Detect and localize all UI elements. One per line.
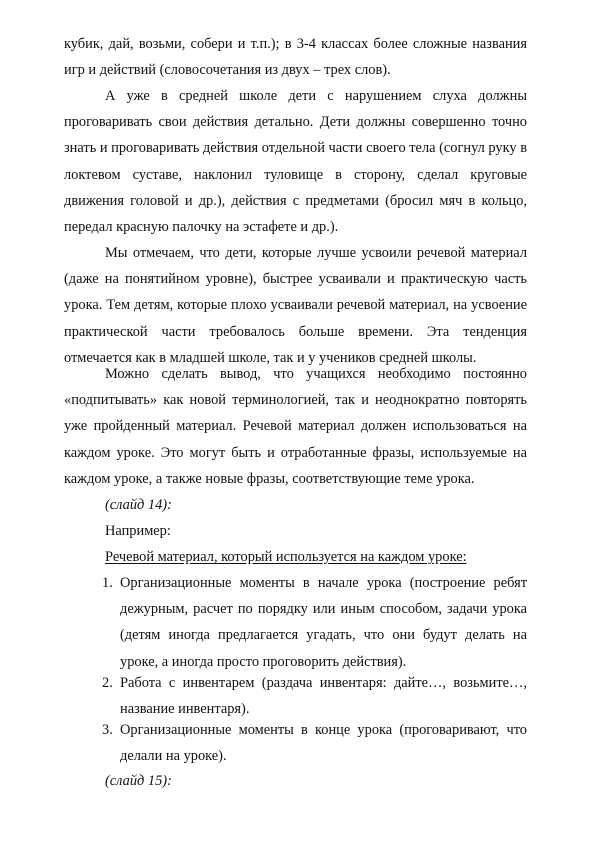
paragraph-observation: Мы отмечаем, что дети, которые лучше усвоили речевой материал (даже на понятийном уровне), быстрее усваивали и практическую часть урока. Тем детям, которые плохо усваивали речевой материал, на усвоение практической части требовалось больше времени. Эта тенденция отмечается как в младшей школе, так и у учеников средней школы.: [64, 245, 527, 366]
list-heading: Речевой материал, который используется на каждом уроке:: [105, 549, 467, 565]
list-item-number: 1.: [102, 575, 113, 591]
paragraph-continuation: кубик, дай, возьми, собери и т.п.); в 3-4 классах более сложные названия игр и действий (словосочетания из двух – трех слов).: [64, 36, 527, 79]
slide-reference-14: (слайд 14):: [105, 497, 172, 513]
list-item-text: Организационные моменты в начале урока (построение ребят дежурным, расчет по порядку или иным способом, задачи урока (детям иногда предлагается угадать, что они будут делать на уроке, а иногда просто проговорить действия).: [120, 575, 527, 670]
list-item: [64, 570, 527, 675]
slide-reference-15: (слайд 15):: [105, 773, 172, 789]
list-item-number: 3.: [102, 722, 113, 738]
list-item: [64, 717, 527, 769]
list-item-text: Организационные моменты в конце урока (проговаривают, что делали на уроке).: [120, 722, 527, 765]
paragraph-conclusion: Можно сделать вывод, что учащихся необходимо постоянно «подпитывать» как новой терминологией, так и неоднократно повторять уже пройденный материал. Речевой материал должен использоваться на каждом уроке. Это могут быть и отработанные фразы, используемые на каждом уроке, а также новые фразы, соответствующие теме урока.: [64, 366, 527, 487]
example-label: Например:: [105, 523, 171, 539]
list-item-number: 2.: [102, 675, 113, 691]
paragraph-middle-school: А уже в средней школе дети с нарушением слуха должны проговаривать свои действия детально. Дети должны совершенно точно знать и проговаривать действия отдельной части своего тела (согнул руку в локтевом суставе, наклонил туловище в сторону, сделал круговые движения головой и др.), действия с предметами (бросил мяч в кольцо, передал красную палочку на эстафете и др.).: [64, 88, 528, 236]
list-item: [64, 670, 527, 722]
list-item-text: Работа с инвентарем (раздача инвентаря: дайте…, возьмите…, название инвентаря).: [120, 675, 527, 718]
